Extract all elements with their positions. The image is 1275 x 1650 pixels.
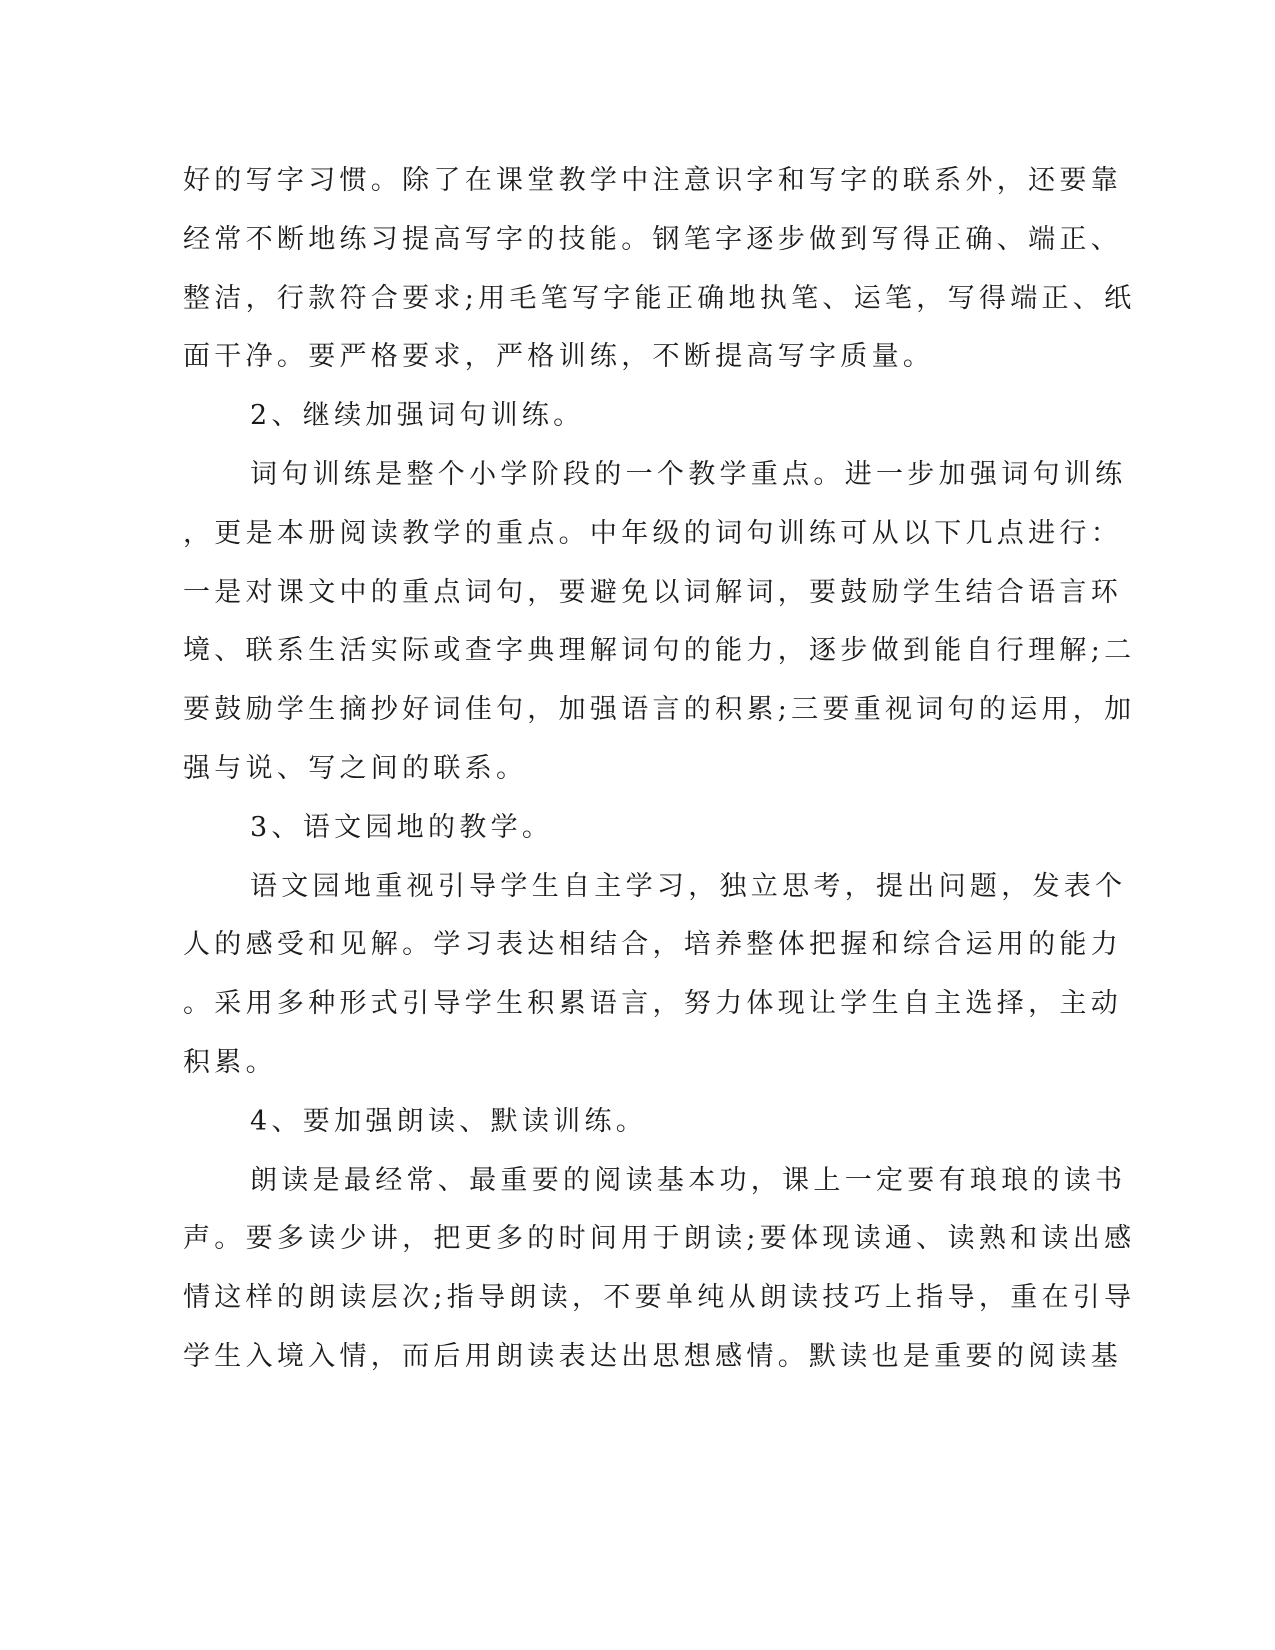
text-line: 境、联系生活实际或查字典理解词句的能力，逐步做到能自行理解;二 <box>183 635 1136 666</box>
text-line: 情这样的朗读层次;指导朗读，不要单纯从朗读技巧上指导，重在引导 <box>183 1282 1136 1313</box>
text-line: 学生入境入情，而后用朗读表达出思想感情。默读也是重要的阅读基 <box>183 1341 1122 1372</box>
text-line: 一是对课文中的重点词句，要避免以词解词，要鼓励学生结合语言环 <box>183 577 1122 608</box>
text-line: 词句训练是整个小学阶段的一个教学重点。进一步加强词句训练 <box>250 459 1127 490</box>
text-line: 声。要多读少讲，把更多的时间用于朗读;要体现读通、读熟和读出感 <box>183 1223 1136 1254</box>
text-line: 好的写字习惯。除了在课堂教学中注意识字和写字的联系外，还要靠 <box>183 165 1122 196</box>
text-line: 。采用多种形式引导学生积累语言，努力体现让学生自主选择，主动 <box>183 988 1122 1019</box>
text-line: 要鼓励学生摘抄好词佳句，加强语言的积累;三要重视词句的运用，加 <box>183 694 1136 725</box>
text-line: 强与说、写之间的联系。 <box>183 753 528 784</box>
text-line: ，更是本册阅读教学的重点。中年级的词句训练可从以下几点进行： <box>183 518 1122 549</box>
text-line: 语文园地重视引导学生自主学习，独立思考，提出问题，发表个 <box>250 871 1127 902</box>
text-line: 面干净。要严格要求，严格训练，不断提高写字质量。 <box>183 341 935 372</box>
text-line: 人的感受和见解。学习表达相结合，培养整体把握和综合运用的能力 <box>183 929 1122 960</box>
text-line: 经常不断地练习提高写字的技能。钢笔字逐步做到写得正确、端正、 <box>183 224 1122 255</box>
section-heading: 2、继续加强词句训练。 <box>250 400 585 431</box>
section-heading: 3、语文园地的教学。 <box>250 812 554 843</box>
section-heading: 4、要加强朗读、默读训练。 <box>250 1106 648 1137</box>
text-line: 积累。 <box>183 1047 277 1078</box>
text-line: 整洁，行款符合要求;用毛笔写字能正确地执笔、运笔，写得端正、纸 <box>183 283 1136 314</box>
text-line: 朗读是最经常、最重要的阅读基本功，课上一定要有琅琅的读书 <box>250 1165 1127 1196</box>
